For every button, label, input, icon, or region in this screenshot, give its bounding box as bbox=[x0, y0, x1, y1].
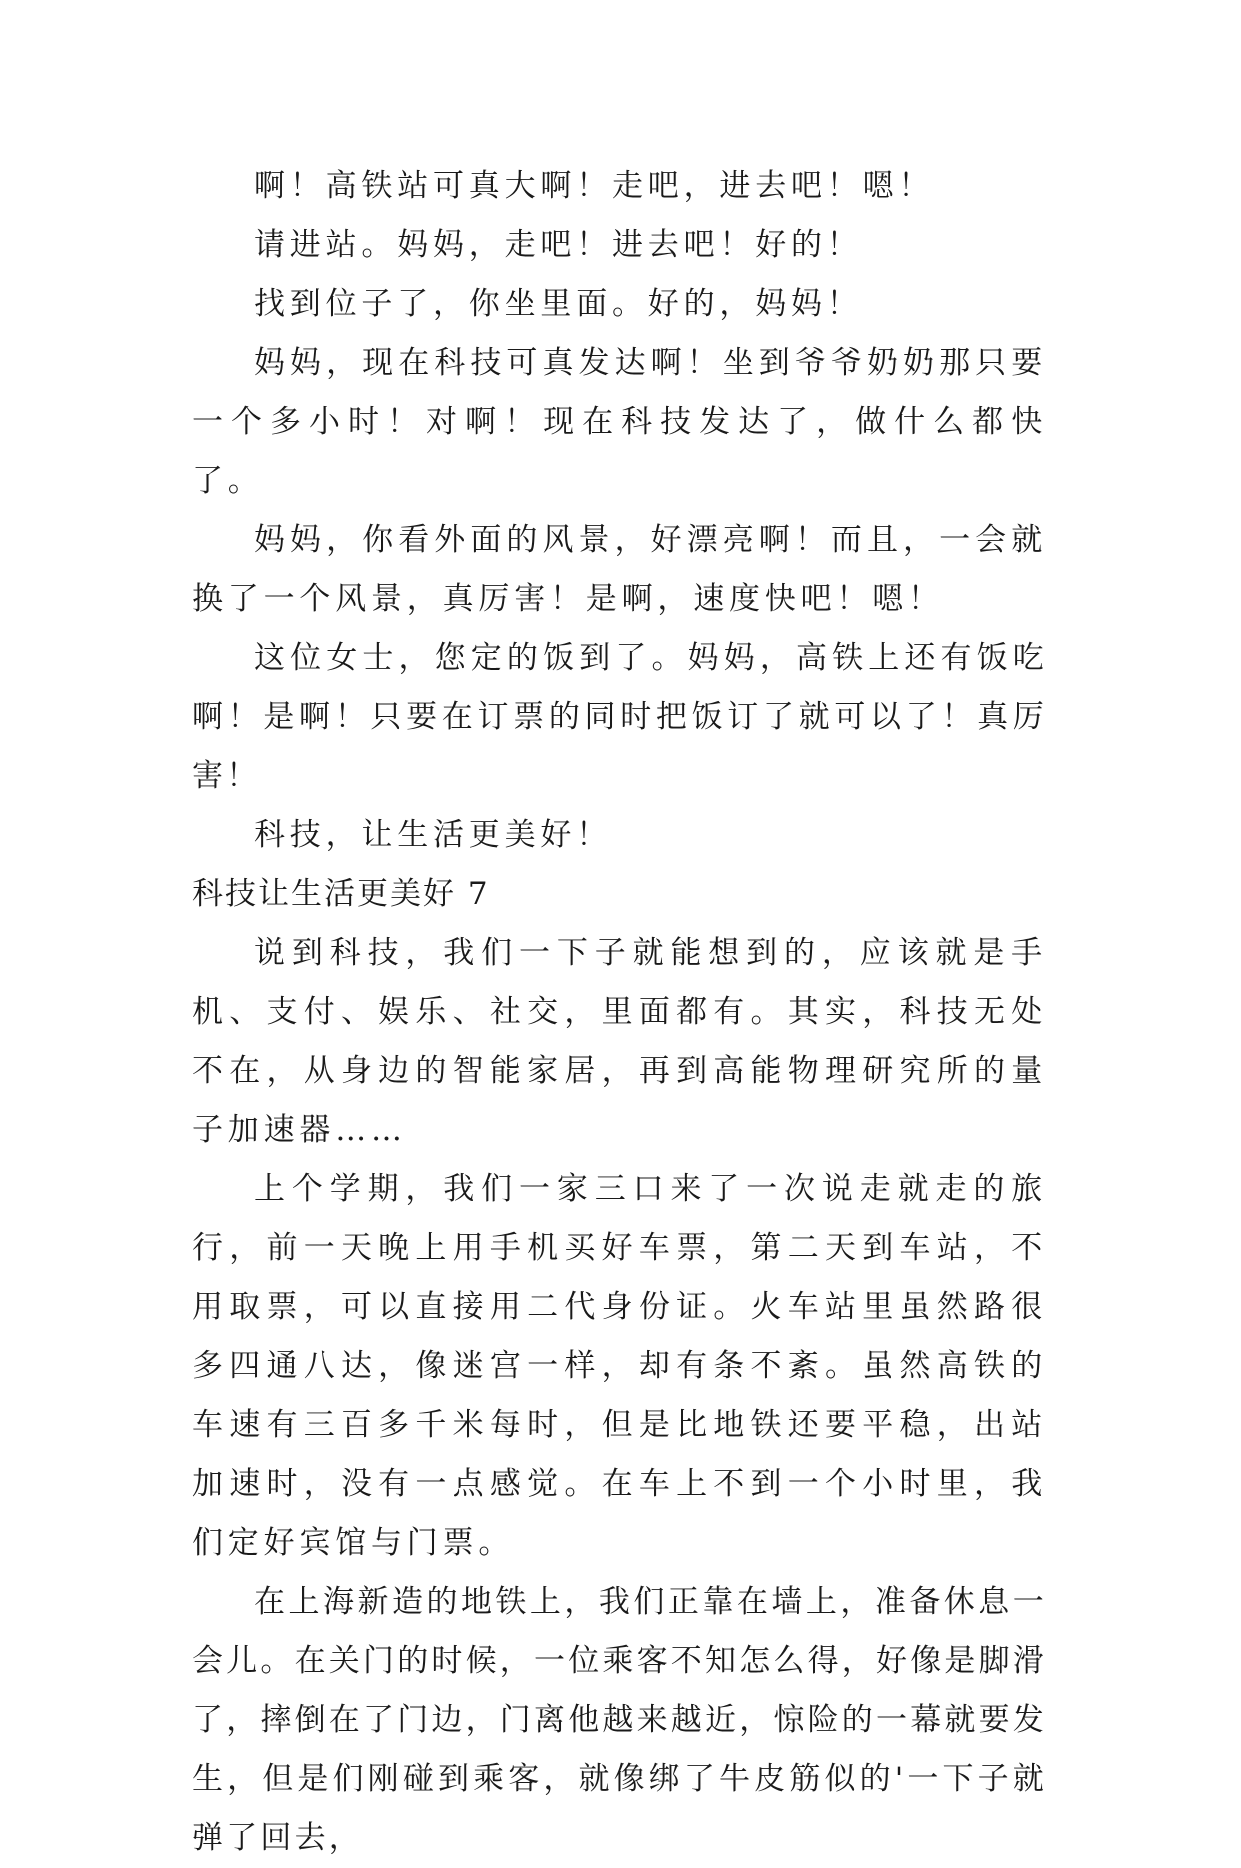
paragraph: 妈妈，你看外面的风景，好漂亮啊！而且，一会就换了一个风景，真厉害！是啊，速度快吧！嗯！ bbox=[192, 522, 1047, 617]
paragraph: 科技，让生活更美好！ bbox=[254, 817, 612, 853]
document-body bbox=[192, 157, 1047, 1868]
paragraph: 请进站。妈妈，走吧！进去吧！好的！ bbox=[254, 227, 863, 263]
paragraph: 这位女士，您定的饭到了。妈妈，高铁上还有饭吃啊！是啊！只要在订票的同时把饭订了就可以了！真厉害！ bbox=[192, 640, 1047, 794]
paragraph: 妈妈，现在科技可真发达啊！坐到爷爷奶奶那只要一个多小时！对啊！现在科技发达了，做什么都快了。 bbox=[192, 345, 1047, 499]
section-title: 科技让生活更美好 7 bbox=[192, 876, 490, 912]
paragraph: 上个学期，我们一家三口来了一次说走就走的旅行，前一天晚上用手机买好车票，第二天到车站，不用取票，可以直接用二代身份证。火车站里虽然路很多四通八达，像迷宫一样，却有条不紊。虽然高铁的车速有三百多千米每时，但是比地铁还要平稳，出站加速时，没有一点感觉。在车上不到一个小时里，我们定好宾馆与门票。 bbox=[192, 1171, 1047, 1561]
paragraph: 啊！高铁站可真大啊！走吧，进去吧！嗯！ bbox=[254, 168, 935, 204]
paragraph: 找到位子了，你坐里面。好的，妈妈！ bbox=[254, 286, 863, 322]
paragraph: 说到科技，我们一下子就能想到的，应该就是手机、支付、娱乐、社交，里面都有。其实，科技无处不在，从身边的智能家居，再到高能物理研究所的量子加速器…… bbox=[192, 935, 1047, 1148]
paragraph: 在上海新造的地铁上，我们正靠在墙上，准备休息一会儿。在关门的时候，一位乘客不知怎么得，好像是脚滑了，摔倒在了门边，门离他越来越近，惊险的一幕就要发生，但是们刚碰到乘客，就像绑了牛皮筋似的'一下子就弹了回去， bbox=[192, 1584, 1047, 1856]
